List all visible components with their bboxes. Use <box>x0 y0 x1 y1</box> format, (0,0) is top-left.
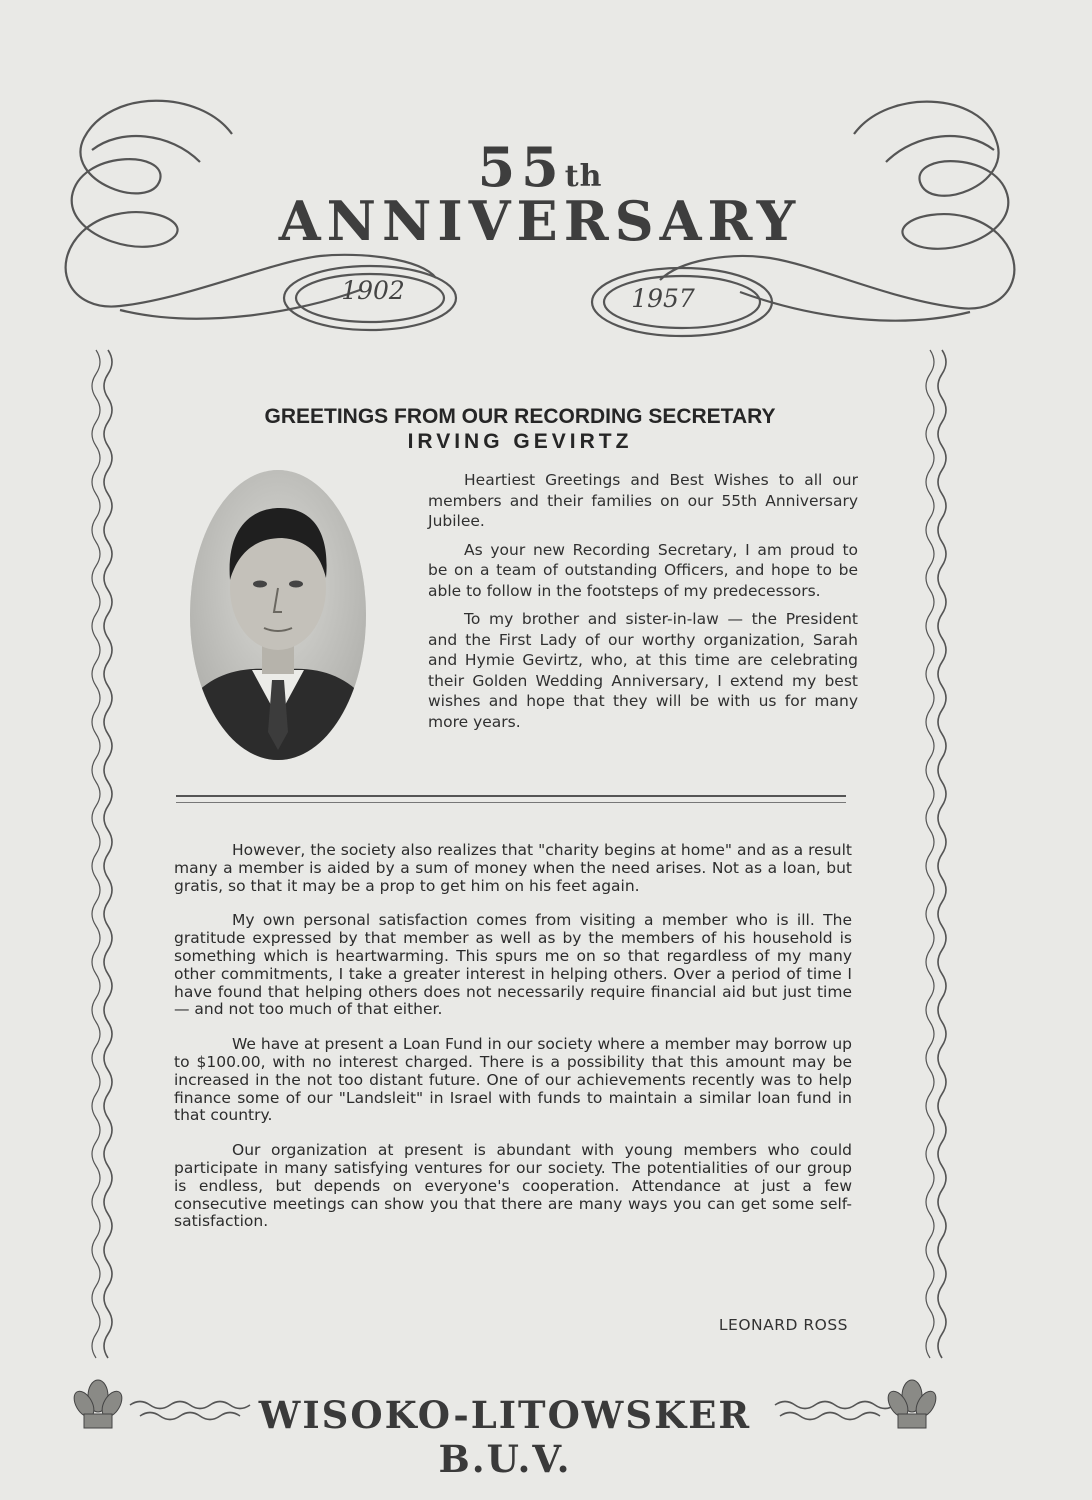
body-text <box>174 842 852 1248</box>
author-name: IRVING GEVIRTZ <box>407 430 633 453</box>
footer-wave-right <box>775 1402 895 1420</box>
anniversary-title <box>270 135 810 253</box>
section-divider-thin <box>176 802 846 803</box>
left-wavy-border <box>104 350 112 1358</box>
greeting-paragraph: To my brother and sister-in-law — the President and the First Lady of our worthy organization, Sarah and Hymie Gevirtz, who, at this time are celebrating their Golden Wedding Anniversary, I extend my best wishes and hope that they will be with us for many more years. <box>428 610 858 731</box>
body-paragraph: However, the society also realizes that "charity begins at home" and as a result many a member is aided by a sum of money when the need arises. Not as a loan, but gratis, so that it may be a prop to get him on his feet again. <box>174 841 852 895</box>
signature: LEONARD ROSS <box>718 1316 848 1334</box>
right-corner-ornament <box>884 1380 940 1428</box>
right-wavy-border <box>938 350 946 1358</box>
portrait-photo <box>190 470 366 760</box>
body-paragraph: We have at present a Loan Fund in our society where a member may borrow up to $100.00, with no interest charged. There is a possibility that this amount may be increased in the not too distant future. One of our achievements recently was to help finance some of our "Landsleit" in Israel with funds to maintain a similar loan fund in that country. <box>174 1035 852 1125</box>
year-start: 1902 <box>341 276 405 305</box>
anniversary-number: 55 <box>477 135 565 199</box>
greeting-paragraph: As your new Recording Secretary, I am proud to be on a team of outstanding Officers, and hope to be able to follow in the footsteps of my predecessors. <box>428 540 858 600</box>
section-divider <box>176 795 846 797</box>
greeting-text <box>428 470 858 740</box>
body-paragraph: Our organization at present is abundant with young members who could participate in many satisfying ventures for our society. The potentialities of our group is endless, but depends on everyone's cooperation. Attendance at just a few consecutive meetings can show you that there are many ways you can get some self-satisfaction. <box>174 1141 852 1231</box>
left-corner-ornament <box>70 1380 126 1428</box>
greeting-paragraph: Heartiest Greetings and Best Wishes to all our members and their families on our 55th Anniversary Jubilee. <box>428 471 858 530</box>
footer-organization-name: WISOKO-LITOWSKER B.U.V. <box>258 1393 752 1481</box>
anniversary-word: ANNIVERSARY <box>278 189 802 253</box>
anniversary-suffix: th <box>564 159 603 194</box>
article-heading: GREETINGS FROM OUR RECORDING SECRETARY <box>264 405 776 428</box>
footer-wave-left <box>130 1402 250 1420</box>
year-end: 1957 <box>631 284 695 313</box>
body-paragraph: My own personal satisfaction comes from visiting a member who is ill. The gratitude expressed by that member as well as by the members of his household is something which is heartwarming. This spurs me on so that regardless of my many other commitments, I take a greater interest in helping others. Over a period of time I have found that helping others does not necessarily require financial aid but just time — and not too much of that either. <box>174 911 852 1019</box>
